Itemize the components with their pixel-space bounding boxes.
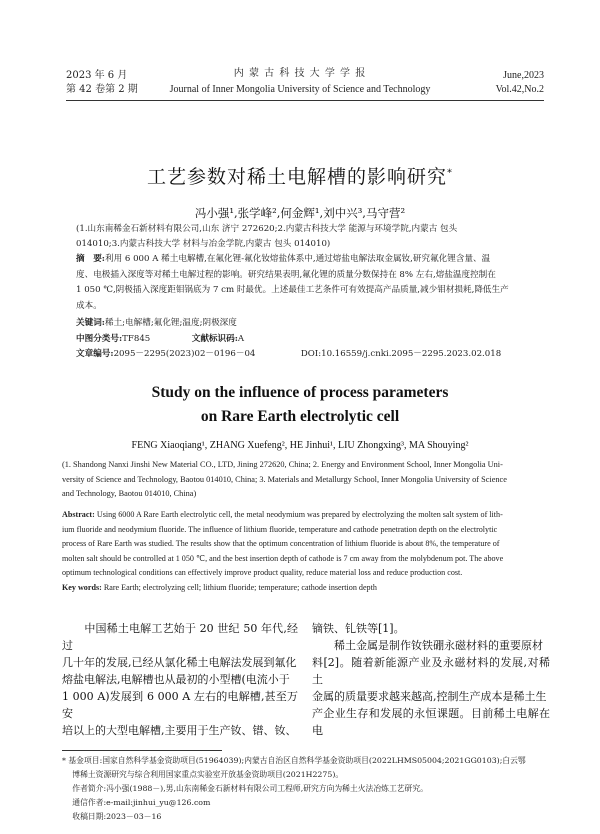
footnote-line: 博稀土资源研究与综合利用国家重点实验室开放基金资助项目(2021H2275)。 <box>62 770 344 779</box>
article-no-label: 文章编号: <box>76 349 114 359</box>
body-line: 料[2]。随着新能源产业及永磁材料的发展,对稀土 <box>312 656 550 686</box>
footnote-line: 通信作者:e-mail:jinhui_yu@126.com <box>62 798 211 807</box>
paper-title-en-line: Study on the influence of process parameters <box>151 384 449 401</box>
body-line: 金属的质量要求越来越高,控制生产成本是稀土生 <box>312 690 547 703</box>
affiliation-cn-line: (1.山东南稀金石新材料有限公司,山东 济宁 272620;2.内蒙古科技大学 能源与环境学院,内蒙古 包头 <box>76 224 458 234</box>
body-line: 稀土金属是制作钕铁硼永磁材料的重要原材 <box>312 639 543 652</box>
body-line: 1 000 A)发展到 6 000 A 左右的电解槽,甚至万安 <box>62 690 298 720</box>
affiliation-cn <box>76 222 546 252</box>
authors-en: FENG Xiaoqiang¹, ZHANG Xuefeng², HE Jinhui¹, LIU Zhongxing³, MA Shouying² <box>131 440 469 451</box>
header-rule <box>66 100 544 101</box>
title-footnote-mark: * <box>447 167 453 179</box>
abstract-en <box>62 508 550 595</box>
article-no-value: 2095－2295(2023)02－0196－04 <box>113 349 256 359</box>
clc-label: 中图分类号: <box>76 333 123 344</box>
footnote-line: * 基金项目:国家自然科学基金资助项目(51964039);内蒙古自治区自然科学基金资助项目(2022LHMS05004;2021GG0103);白云鄂 <box>62 756 526 765</box>
footnote-line: 作者简介:冯小强(1988－),男,山东南稀金石新材料有限公司工程师,研究方向为稀土火法冶炼工艺研究。 <box>62 784 428 793</box>
abstract-en-line: Using 6000 A Rare Earth electrolytic cell, the metal neodymium was prepared by electrolyzing the molten salt system of lith- <box>96 510 503 519</box>
abstract-cn-line: 利用 6 000 A 稀土电解槽,在氟化锂-氟化钕熔盐体系中,通过熔盐电解法取金属钕,研究氟化锂含量、温 <box>104 254 491 264</box>
abstract-cn-line: 1 050 ℃,阴极插入深度距钼锅底为 7 cm 时最优。上述最佳工艺条件可有效提高产品质量,减少钼材损耗,降低生产 <box>76 285 509 295</box>
footnote-line: 收稿日期:2023－03－16 <box>62 812 162 821</box>
paper-title-cn: 工艺参数对稀土电解槽的影响研究* <box>146 166 453 188</box>
body-line: 培以上的大型电解槽,主要用于生产钕、镨、钕、 <box>62 724 297 737</box>
body-line: 镝铁、钆铁等[1]。 <box>312 622 405 635</box>
body-column-left <box>62 620 298 739</box>
paper-title-en <box>0 381 600 429</box>
header-volume-en: Vol.42,No.2 <box>495 84 544 95</box>
doc-code-value: A <box>237 333 245 344</box>
header-date: 2023 年 6 月 <box>66 70 128 81</box>
affiliation-en <box>62 458 550 502</box>
journal-name-cn: 内 蒙 古 科 技 大 学 学 报 <box>233 68 367 79</box>
doc-code-label: 文献标识码: <box>191 333 238 344</box>
paper-title-en-line: on Rare Earth electrolytic cell <box>200 408 400 425</box>
abstract-cn-line: 成本。 <box>76 300 102 311</box>
clc-value: TF845 <box>122 333 151 344</box>
abstract-en-line: optimum technological conditions can effectively improve product quality, reduce material loss and reduce production cost. <box>62 568 463 577</box>
authors-cn: 冯小强¹,张学峰²,何金辉¹,刘中兴³,马守营² <box>194 206 406 220</box>
keywords-en-label: Key words: <box>62 582 102 592</box>
abstract-cn-label: 摘 要: <box>76 254 105 264</box>
header-date-en: June,2023 <box>503 70 544 81</box>
body-line: 几十年的发展,已经从氯化稀土电解法发展到氟化 <box>62 656 297 669</box>
doi: DOI:10.16559/j.cnki.2095－2295.2023.02.018 <box>300 349 502 359</box>
body-line: 中国稀土电解工艺始于 20 世纪 50 年代,经过 <box>62 622 298 652</box>
keywords-cn-label: 关键词: <box>76 318 105 328</box>
header-volume-cn: 第 42 卷第 2 期 <box>66 84 138 95</box>
footnotes <box>62 754 550 824</box>
journal-name-en: Journal of Inner Mongolia University of Science and Technology <box>169 84 431 95</box>
affiliation-en-line: and Technology, Baotou 014010, China) <box>62 489 197 498</box>
affiliation-en-line: versity of Science and Technology, Baotou 014010, China; 3. Materials and Metallurgy School, Inner Mongolia University of Science <box>62 474 507 484</box>
abstract-en-line: molten salt should be controlled at 1 050 ℃, and the best insertion depth of cathode is 7 cm away from the molybdenum pot. The above <box>62 553 504 563</box>
keywords-cn: 稀土;电解槽;氟化锂;温度;阴极深度 <box>104 318 237 328</box>
abstract-en-label: Abstract: <box>62 510 95 519</box>
body-line: 产企业生存和发展的永恒课题。目前稀土电解在电 <box>312 707 550 737</box>
body-column-right <box>312 620 550 739</box>
affiliation-cn-line: 014010;3.内蒙古科技大学 材料与冶金学院,内蒙古 包头 014010) <box>76 239 331 249</box>
footnote-rule <box>62 750 222 751</box>
body-line: 熔盐电解法,电解槽也从最初的小型槽(电流小于 <box>62 673 290 686</box>
affiliation-en-line: (1. Shandong Nanxi Jinshi New Material CO., LTD, Jining 272620, China; 2. Energy and Environment School, Inner Mongolia Uni- <box>62 460 503 469</box>
abstract-cn-line: 度、电极插入深度等对稀土电解过程的影响。研究结果表明,氟化锂的质量分数保持在 8% 左右,熔盐温度控制在 <box>76 269 496 280</box>
abstract-en-line: ium fluoride and neodymium fluoride. The influence of lithium fluoride, temperature and cathode penetration depth on the electrolytic <box>62 524 498 534</box>
keywords-en: Rare Earth; electrolyzing cell; lithium fluoride; temperature; cathode insertion depth <box>103 582 377 592</box>
abstract-cn <box>76 252 546 363</box>
abstract-en-line: process of Rare Earth was studied. The results show that the optimum concentration of lithium fluoride is about 8%, the temperature of <box>62 539 500 548</box>
